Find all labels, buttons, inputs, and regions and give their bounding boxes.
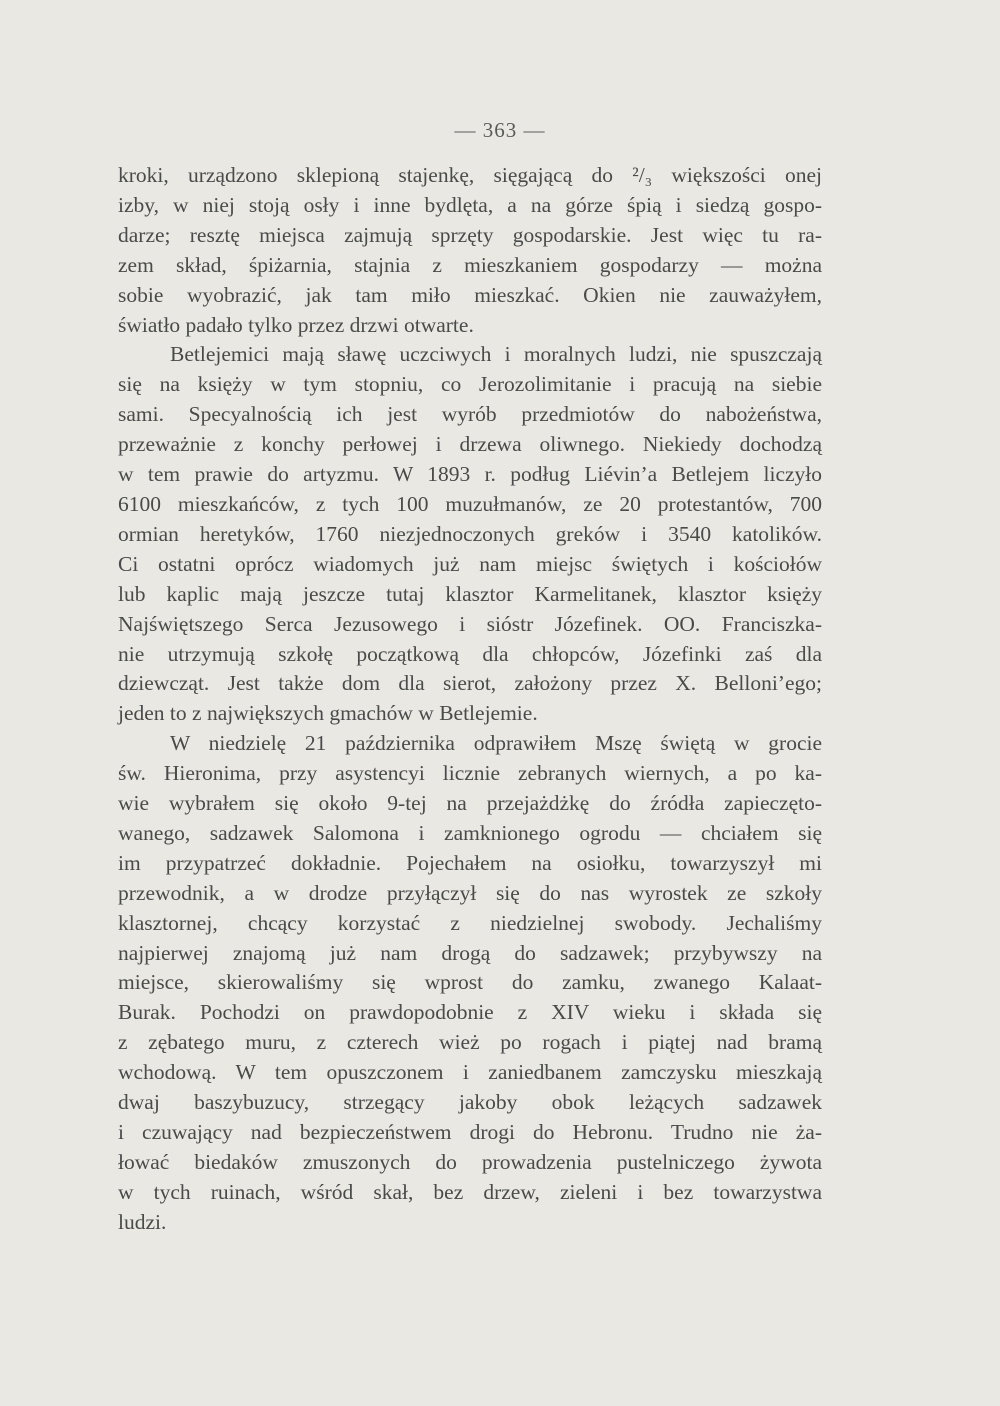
- text-line: im przypatrzeć dokładnie. Pojechałem na osiołku, towarzyszył mi: [118, 850, 822, 875]
- text-line: jeden to z największych gmachów w Betlejemie.: [118, 701, 538, 726]
- text-line: wchodową. W tem opuszczonem i zaniedbanem zamczysku mieszkają: [118, 1060, 822, 1085]
- paragraph-1: [118, 161, 822, 340]
- text-line: w tych ruinach, wśród skał, bez drzew, zieleni i bez towarzystwa: [118, 1179, 822, 1204]
- text-line: się na księży w tym stopniu, co Jerozolimitanie i pracują na siebie: [118, 372, 822, 397]
- text-line: ormian heretyków, 1760 niezjednoczonych greków i 3540 katolików.: [118, 521, 822, 546]
- body-text: [118, 161, 822, 1238]
- text-line: łować biedaków zmuszonych do prowadzenia pustelniczego żywota: [118, 1149, 822, 1174]
- paragraph-3: [118, 729, 822, 1237]
- text-line: dziewcząt. Jest także dom dla sierot, założony przez X. Belloni’ego;: [118, 671, 822, 696]
- text-line: sami. Specyalnością ich jest wyrób przedmiotów do nabożeństwa,: [118, 402, 822, 427]
- text-line: nie utrzymują szkołę początkową dla chłopców, Józefinki zaś dla: [118, 641, 822, 666]
- text-line: kroki, urządzono sklepioną stajenkę, sięgającą do ²/₃ większości onej: [118, 163, 822, 187]
- text-line: wie wybrałem się około 9-tej na przejażdżkę do źródła zapieczęto-: [118, 791, 822, 816]
- text-line: sobie wyobrazić, jak tam miło mieszkać. Okien nie zauważyłem,: [118, 282, 822, 307]
- text-line: Betlejemici mają sławę uczciwych i moralnych ludzi, nie spuszczają: [170, 342, 822, 367]
- paragraph-2: [118, 340, 822, 729]
- text-line: Burak. Pochodzi on prawdopodobnie z XIV wieku i składa się: [118, 1000, 822, 1025]
- text-line: klasztornej, chcący korzystać z niedzielnej swobody. Jechaliśmy: [118, 910, 822, 935]
- text-line: i czuwający nad bezpieczeństwem drogi do Hebronu. Trudno nie ża-: [118, 1120, 822, 1144]
- text-line: ludzi.: [118, 1209, 167, 1234]
- text-line: najpierwej znajomą już nam drogą do sadzawek; przybywszy na: [118, 940, 822, 965]
- text-line: przeważnie z konchy perłowej i drzewa oliwnego. Niekiedy dochodzą: [118, 432, 822, 457]
- text-line: W niedzielę 21 października odprawiłem Mszę świętą w grocie: [170, 731, 822, 756]
- text-line: miejsce, skierowaliśmy się wprost do zamku, zwanego Kalaat-: [118, 970, 822, 995]
- text-line: przewodnik, a w drodze przyłączył się do nas wyrostek ze szkoły: [118, 880, 822, 905]
- text-line: z zębatego muru, z czterech wież po rogach i piątej nad bramą: [118, 1030, 822, 1055]
- text-line: w tem prawie do artyzmu. W 1893 r. podług Liévin’a Betlejem liczyło: [118, 462, 822, 487]
- text-line: Ci ostatni oprócz wiadomych już nam miejsc świętych i kościołów: [118, 551, 822, 576]
- text-line: darze; resztę miejsca zajmują sprzęty gospodarskie. Jest więc tu ra-: [118, 222, 822, 247]
- text-line: 6100 mieszkańców, z tych 100 muzułmanów, ze 20 protestantów, 700: [118, 491, 822, 516]
- text-line: Najświętszego Serca Jezusowego i sióstr Józefinek. OO. Franciszka-: [118, 611, 822, 636]
- text-line: św. Hieronima, przy asystencyi licznie zebranych wiernych, a po ka-: [118, 761, 822, 786]
- text-line: światło padało tylko przez drzwi otwarte.: [118, 312, 474, 337]
- text-line: wanego, sadzawek Salomona i zamknionego ogrodu — chciałem się: [118, 820, 822, 845]
- text-line: zem skład, śpiżarnia, stajnia z mieszkaniem gospodarzy — można: [118, 252, 822, 277]
- text-line: izby, w niej stoją osły i inne bydlęta, a na górze śpią i siedzą gospo-: [118, 192, 822, 217]
- text-line: lub kaplic mają jeszcze tutaj klasztor Karmelitanek, klasztor księży: [118, 581, 822, 606]
- page-number: — 363 —: [454, 118, 546, 142]
- text-line: dwaj baszybuzucy, strzegący jakoby obok leżących sadzawek: [118, 1090, 822, 1115]
